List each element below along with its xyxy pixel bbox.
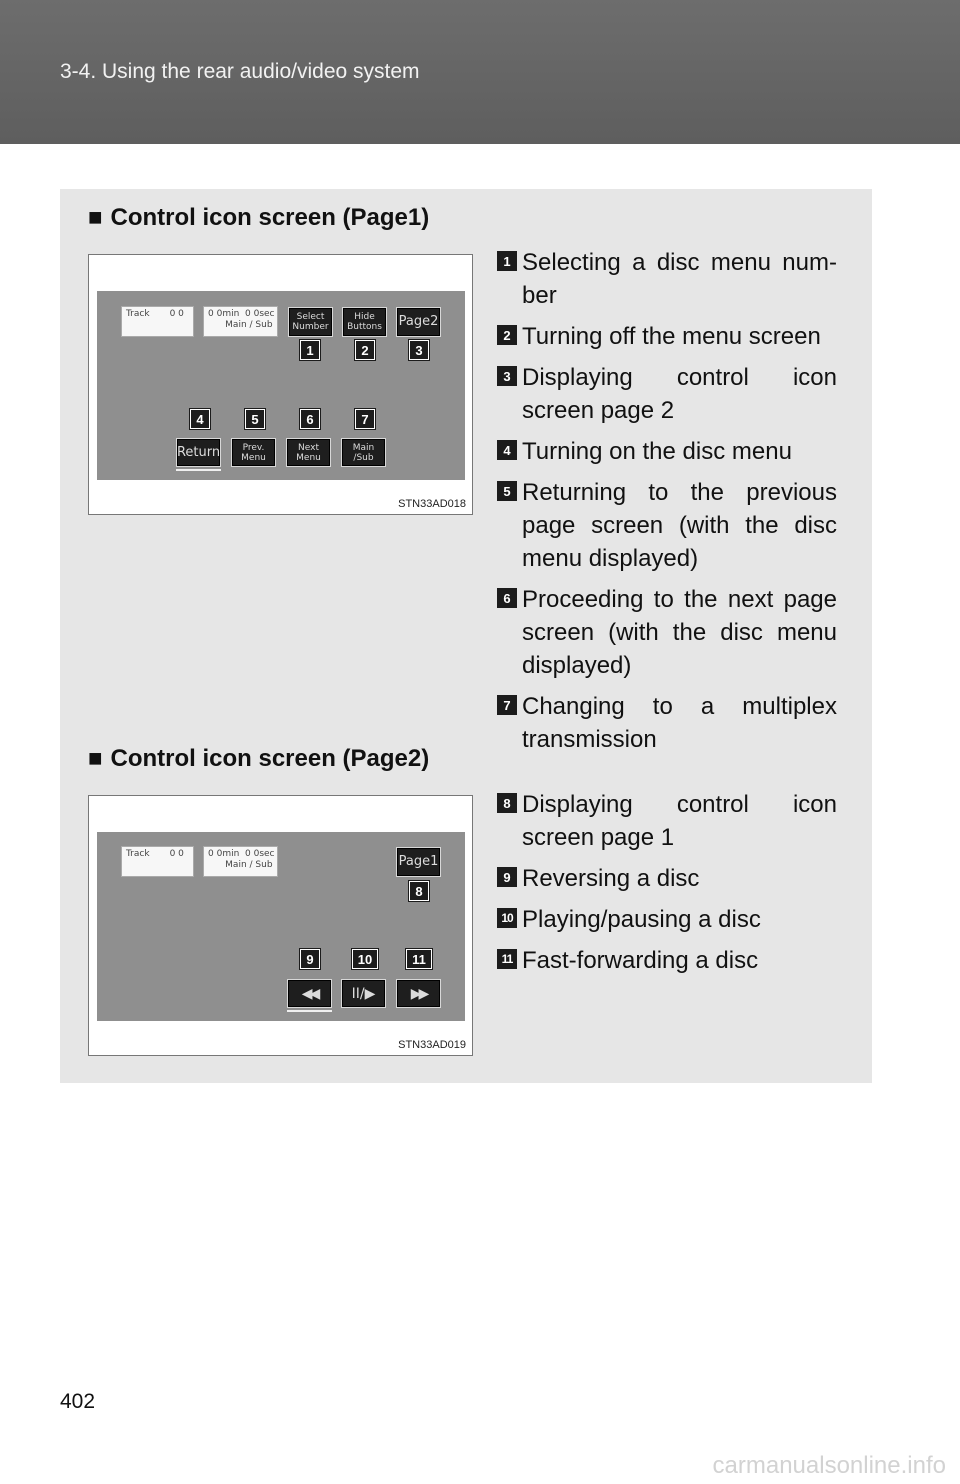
callout-11: 11 (406, 949, 432, 969)
track-display: Track 0 0 (121, 306, 194, 337)
list-item (497, 472, 837, 579)
page2-button: Page2 (396, 307, 441, 337)
list-item (497, 579, 837, 686)
number-marker: 3 (497, 366, 517, 386)
chapter-title: 3-4. Using the rear audio/video system (60, 60, 420, 83)
track-display: Track 0 0 (121, 846, 194, 877)
page-number: 402 (60, 1390, 96, 1413)
number-marker: 10 (497, 908, 517, 928)
callout-8: 8 (409, 881, 429, 901)
selected-underline (287, 1010, 332, 1012)
list-item (497, 686, 837, 760)
callout-2: 2 (355, 340, 375, 360)
rewind-icon: ◀◀ (301, 985, 318, 1002)
item-text: Turning off the menu screen (522, 323, 821, 350)
callout-3: 3 (409, 340, 429, 360)
selected-underline (176, 469, 221, 471)
callout-4: 4 (190, 409, 210, 429)
callout-9: 9 (300, 949, 320, 969)
list-item (497, 357, 837, 431)
section-heading-text: Control icon screen (Page1) (110, 204, 430, 231)
figure-page1 (88, 254, 473, 515)
time-display: 0 0min 0 0sec Main / Sub (203, 306, 278, 337)
number-marker: 9 (497, 867, 517, 887)
item-text: Fast-forwarding a disc (522, 947, 759, 974)
callout-7: 7 (355, 409, 375, 429)
item-text: Returning to the previous page screen (with the disc menu displayed) (522, 479, 837, 572)
number-marker: 5 (497, 481, 517, 501)
main-sub-button: Main /Sub (341, 438, 386, 467)
item-text: Changing to a multiplex transmission (522, 693, 837, 753)
description-list-page2 (497, 784, 837, 981)
list-item (497, 431, 837, 472)
number-marker: 7 (497, 695, 517, 715)
item-text: Proceeding to the next page screen (with the disc menu displayed) (522, 586, 837, 679)
figure-page2 (88, 795, 473, 1056)
figure-code: STN33AD019 (398, 1039, 466, 1051)
item-text: Playing/pausing a disc (522, 906, 761, 933)
number-marker: 8 (497, 793, 517, 813)
item-text: Reversing a disc (522, 865, 700, 892)
item-text: Turning on the disc menu (522, 438, 792, 465)
section-heading-text: Control icon screen (Page2) (110, 745, 430, 772)
list-item (497, 242, 837, 316)
number-marker: 11 (497, 949, 517, 969)
item-text: Selecting a disc menu num-ber (522, 249, 837, 309)
control-screen-page1 (97, 291, 465, 480)
callout-1: 1 (300, 340, 320, 360)
page1-button: Page1 (396, 847, 441, 877)
figure-code: STN33AD018 (398, 498, 466, 510)
number-marker: 1 (497, 251, 517, 271)
section-heading-page2 (88, 745, 429, 773)
callout-6: 6 (300, 409, 320, 429)
item-text: Displaying control icon screen page 2 (522, 364, 837, 424)
reverse-button (287, 979, 332, 1008)
watermark: carmanualsonline.info (712, 1452, 946, 1479)
select-number-button: Select Number (288, 307, 333, 337)
callout-10: 10 (352, 949, 378, 969)
list-item (497, 899, 837, 940)
list-item (497, 316, 837, 357)
number-marker: 4 (497, 440, 517, 460)
description-list-page1 (497, 242, 837, 760)
hide-buttons-button: Hide Buttons (342, 307, 387, 337)
number-marker: 2 (497, 325, 517, 345)
play-pause-icon: II/▶ (351, 985, 376, 1002)
item-text: Displaying control icon screen page 1 (522, 791, 837, 851)
return-button: Return (176, 438, 221, 467)
square-bullet-icon: ■ (88, 204, 103, 231)
list-item (497, 784, 837, 858)
section-heading-page1 (88, 204, 429, 232)
prev-menu-button: Prev. Menu (231, 438, 276, 467)
square-bullet-icon: ■ (88, 745, 103, 772)
time-display: 0 0min 0 0sec Main / Sub (203, 846, 278, 877)
list-item (497, 858, 837, 899)
number-marker: 6 (497, 588, 517, 608)
fast-forward-icon: ▶▶ (410, 985, 427, 1002)
page-header (0, 0, 960, 144)
callout-5: 5 (245, 409, 265, 429)
next-menu-button: Next Menu (286, 438, 331, 467)
fast-forward-button (396, 979, 441, 1008)
control-screen-page2 (97, 832, 465, 1021)
play-pause-button (341, 979, 386, 1008)
list-item (497, 940, 837, 981)
